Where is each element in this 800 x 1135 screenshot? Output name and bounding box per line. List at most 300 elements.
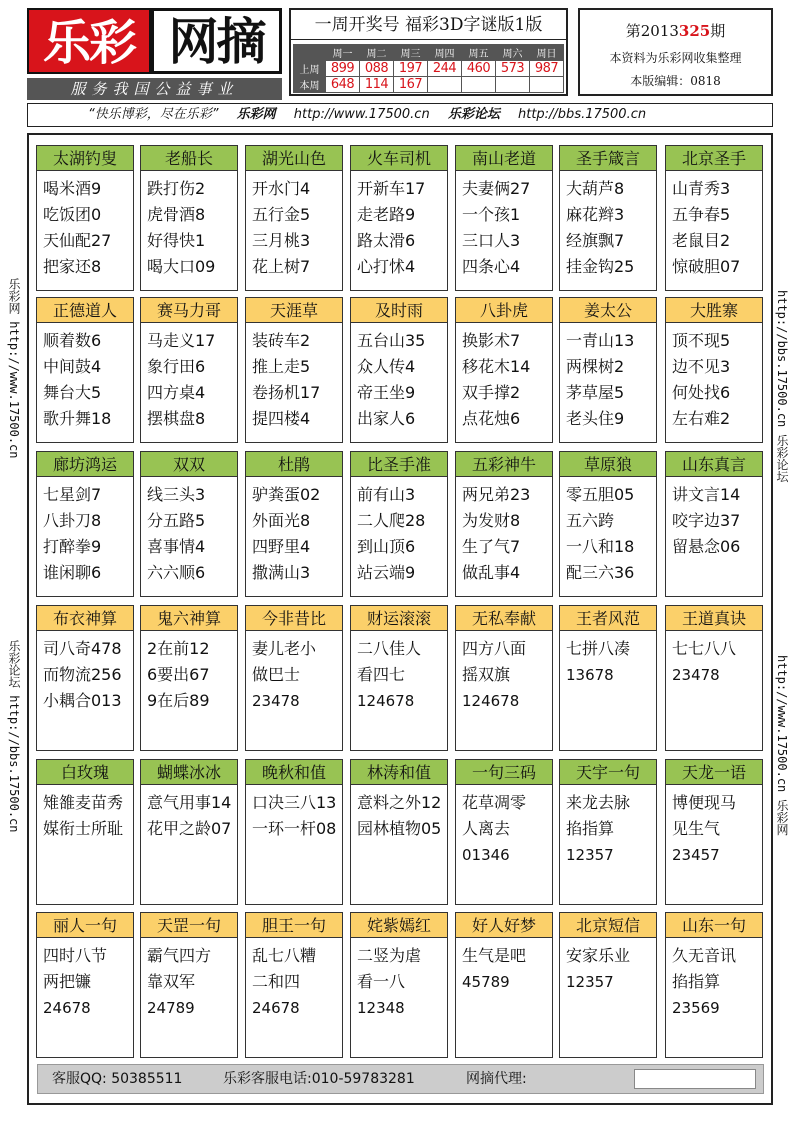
panel-line: 顺着数6 xyxy=(43,331,102,350)
panel-body xyxy=(43,790,131,842)
panel-body xyxy=(672,943,760,1021)
puzzle-panel xyxy=(455,451,553,597)
panel-line: 二八佳人 xyxy=(357,639,422,658)
puzzle-panel xyxy=(455,912,553,1058)
draw-number: 114 xyxy=(360,77,394,93)
panel-line: 23569 xyxy=(672,999,720,1017)
panel-body xyxy=(672,636,760,688)
panel-body xyxy=(357,790,445,842)
panel-title: 财运滚滚 xyxy=(351,606,447,631)
puzzle-panel xyxy=(140,451,238,597)
puzzle-panel xyxy=(245,605,343,751)
panel-title: 白玫瑰 xyxy=(37,760,133,785)
panel-line: 一青山13 xyxy=(566,331,635,350)
panel-title: 蝴蝶冰冰 xyxy=(141,760,237,785)
panel-line: 三月桃3 xyxy=(252,231,311,250)
panel-title: 天涯草 xyxy=(246,298,342,323)
puzzle-panel xyxy=(350,605,448,751)
panel-line: 开新车17 xyxy=(357,179,426,198)
puzzle-panel xyxy=(455,605,553,751)
last-week-label: 上周 xyxy=(294,61,326,77)
panel-line: 口决三八13 xyxy=(252,793,337,812)
panel-body xyxy=(566,943,654,995)
panel-line: 左右难2 xyxy=(672,409,731,428)
panel-body xyxy=(566,328,654,432)
panel-line: 23457 xyxy=(672,846,720,864)
forum-link[interactable]: http://bbs.17500.cn xyxy=(517,107,647,122)
panel-line: 推上走5 xyxy=(252,357,311,376)
draw-number xyxy=(428,77,462,93)
day-header: 周二 xyxy=(360,45,394,61)
panel-line: 站云端9 xyxy=(357,563,416,582)
puzzle-panel xyxy=(245,145,343,291)
panel-body xyxy=(566,176,654,280)
draw-number xyxy=(462,77,496,93)
panel-line: 喜事情4 xyxy=(147,537,206,556)
draw-number: 460 xyxy=(462,61,496,77)
panel-title: 正德道人 xyxy=(37,298,133,323)
panel-line: 中间鼓4 xyxy=(43,357,102,376)
panel-line: 五争春5 xyxy=(672,205,731,224)
panel-title: 赛马力哥 xyxy=(141,298,237,323)
panel-line: 做巴士 xyxy=(252,665,301,684)
puzzle-panel xyxy=(559,759,657,905)
this-week-label: 本周 xyxy=(294,77,326,93)
panel-title: 圣手箴言 xyxy=(560,146,656,171)
panel-line: 经旗飘7 xyxy=(566,231,625,250)
panel-title: 火车司机 xyxy=(351,146,447,171)
panel-line: 人离去 xyxy=(462,819,511,838)
panel-body xyxy=(252,328,340,432)
panel-line: 124678 xyxy=(462,692,520,710)
puzzle-panel xyxy=(140,145,238,291)
panel-line: 换影术7 xyxy=(462,331,521,350)
panel-line: 花草凋零 xyxy=(462,793,527,812)
panel-line: 6要出67 xyxy=(147,665,210,684)
panel-line: 掐指算 xyxy=(672,972,721,991)
puzzle-panel xyxy=(559,605,657,751)
site-label: 乐彩网 xyxy=(236,107,276,122)
panel-line: 花甲之龄07 xyxy=(147,819,232,838)
panel-line: 23478 xyxy=(252,692,300,710)
panel-title: 王道真诀 xyxy=(666,606,762,631)
puzzle-panel xyxy=(36,297,134,443)
panel-title: 杜鹃 xyxy=(246,452,342,477)
puzzle-panel xyxy=(455,297,553,443)
panel-line: 12357 xyxy=(566,973,614,991)
panel-line: 12348 xyxy=(357,999,405,1017)
panel-line: 喝大口09 xyxy=(147,257,216,276)
panel-body xyxy=(147,943,235,1021)
panel-line: 点花烛6 xyxy=(462,409,521,428)
panel-line: 零五胆05 xyxy=(566,485,635,504)
panel-line: 八卦刀8 xyxy=(43,511,102,530)
panel-title: 一句三码 xyxy=(456,760,552,785)
panel-title: 好人好梦 xyxy=(456,913,552,938)
panel-title: 今非昔比 xyxy=(246,606,342,631)
panel-line: 提四楼4 xyxy=(252,409,311,428)
side-text: 乐彩论坛 http://bbs.17500.cn xyxy=(7,640,21,833)
panel-line: 惊破胆07 xyxy=(672,257,741,276)
panel-title: 天宇一句 xyxy=(560,760,656,785)
panel-line: 撒满山3 xyxy=(252,563,311,582)
draw-results-table xyxy=(293,44,564,93)
panel-line: 四野里4 xyxy=(252,537,311,556)
panel-title: 八卦虎 xyxy=(456,298,552,323)
panel-body xyxy=(462,636,550,714)
panel-line: 四时八节 xyxy=(43,946,108,965)
puzzle-panel xyxy=(36,605,134,751)
panel-line: 装砖车2 xyxy=(252,331,311,350)
side-text-left-bottom xyxy=(7,640,27,833)
panel-line: 四方八面 xyxy=(462,639,527,658)
issue-number: 325 xyxy=(678,22,711,40)
puzzle-panel xyxy=(350,912,448,1058)
panel-line: 24789 xyxy=(147,999,195,1017)
panel-line: 45789 xyxy=(462,973,510,991)
panel-body xyxy=(43,943,131,1021)
panel-body xyxy=(566,790,654,868)
puzzle-panel xyxy=(559,297,657,443)
panel-line: 虎骨酒8 xyxy=(147,205,206,224)
panel-line: 边不见3 xyxy=(672,357,731,376)
panel-line: 七拼八凑 xyxy=(566,639,631,658)
panel-body xyxy=(252,943,340,1021)
panel-line: 双手撑2 xyxy=(462,383,521,402)
panel-body xyxy=(147,790,235,842)
puzzle-panel xyxy=(665,605,763,751)
puzzle-panel xyxy=(350,759,448,905)
panel-body xyxy=(462,176,550,280)
panel-line: 四方桌4 xyxy=(147,383,206,402)
panel-line: 乱七八糟 xyxy=(252,946,317,965)
puzzle-panel xyxy=(36,145,134,291)
panel-line: 马走义17 xyxy=(147,331,216,350)
issue-prefix: 第2013 xyxy=(625,22,679,40)
panel-body xyxy=(252,176,340,280)
draw-number: 573 xyxy=(496,61,530,77)
panel-line: 司八奇478 xyxy=(43,639,122,658)
panel-title: 北京短信 xyxy=(560,913,656,938)
puzzle-panel xyxy=(559,451,657,597)
draw-number xyxy=(530,77,564,93)
panel-line: 开水门4 xyxy=(252,179,311,198)
agent-field xyxy=(634,1069,756,1089)
panel-title: 及时雨 xyxy=(351,298,447,323)
panel-title: 胆王一句 xyxy=(246,913,342,938)
panel-line: 山青秀3 xyxy=(672,179,731,198)
logo xyxy=(27,8,282,96)
page-title: 一周开奖号 福彩3D字谜版1版 xyxy=(291,10,566,40)
side-text-right-top xyxy=(775,290,795,483)
source-info: 本资料为乐彩网收集整理 xyxy=(609,51,742,65)
site-link[interactable]: http://www.17500.cn xyxy=(293,107,430,122)
puzzle-panel xyxy=(665,145,763,291)
panel-body xyxy=(147,636,235,714)
panel-line: 124678 xyxy=(357,692,415,710)
panel-line: 夫妻俩27 xyxy=(462,179,531,198)
panel-line: 茅草屋5 xyxy=(566,383,625,402)
puzzle-panel xyxy=(245,912,343,1058)
puzzle-panel xyxy=(36,759,134,905)
panel-line: 分五路5 xyxy=(147,511,206,530)
panel-line: 见生气 xyxy=(672,819,721,838)
panel-title: 草原狼 xyxy=(560,452,656,477)
panel-title: 晚秋和值 xyxy=(246,760,342,785)
panel-line: 看一八 xyxy=(357,972,406,991)
panel-line: 谁闲聊6 xyxy=(43,563,102,582)
panel-line: 妻儿老小 xyxy=(252,639,317,658)
panel-line: 配三六36 xyxy=(566,563,635,582)
panel-line: 顶不现5 xyxy=(672,331,731,350)
puzzle-panel xyxy=(245,759,343,905)
panel-line: 老鼠目2 xyxy=(672,231,731,250)
puzzle-grid xyxy=(27,133,773,1105)
panel-title: 老船长 xyxy=(141,146,237,171)
draw-table-header-row xyxy=(294,45,564,61)
panel-line: 卷扬机17 xyxy=(252,383,321,402)
panel-body xyxy=(566,636,654,688)
panel-line: 走老路9 xyxy=(357,205,416,224)
panel-line: 喝米酒9 xyxy=(43,179,102,198)
panel-title: 廊坊鸿运 xyxy=(37,452,133,477)
puzzle-panel xyxy=(140,912,238,1058)
panel-line: 安家乐业 xyxy=(566,946,631,965)
editor-info: 本版编辑：0818 xyxy=(630,74,721,88)
draw-results-box xyxy=(289,8,568,96)
panel-line: 意气用事14 xyxy=(147,793,232,812)
panel-body xyxy=(43,176,131,280)
panel-title: 五彩神牛 xyxy=(456,452,552,477)
logo-main xyxy=(27,8,282,74)
draw-table-corner xyxy=(294,45,326,61)
panel-body xyxy=(147,328,235,432)
side-text-right-bottom xyxy=(775,655,795,836)
panel-body xyxy=(43,482,131,586)
panel-line: 摇双旗 xyxy=(462,665,511,684)
panel-line: 生气是吧 xyxy=(462,946,527,965)
panel-line: 13678 xyxy=(566,666,614,684)
panel-line: 做乱事4 xyxy=(462,563,521,582)
day-header: 周三 xyxy=(394,45,428,61)
panel-line: 到山顶6 xyxy=(357,537,416,556)
panel-body xyxy=(252,482,340,586)
panel-line: 吃饭团0 xyxy=(43,205,102,224)
logo-subtitle: 服务我国公益事业 xyxy=(27,78,282,100)
panel-line: 留悬念06 xyxy=(672,537,741,556)
panel-body xyxy=(357,943,445,1021)
panel-line: 路太滑6 xyxy=(357,231,416,250)
panel-body xyxy=(252,636,340,714)
panel-body xyxy=(672,790,760,868)
panel-line: 生了气7 xyxy=(462,537,521,556)
panel-title: 王者风范 xyxy=(560,606,656,631)
panel-body xyxy=(672,482,760,560)
day-header: 周日 xyxy=(530,45,564,61)
panel-line: 二竖为虐 xyxy=(357,946,422,965)
panel-line: 三口人3 xyxy=(462,231,521,250)
panel-line: 9在后89 xyxy=(147,691,210,710)
draw-number: 244 xyxy=(428,61,462,77)
panel-line: 线三头3 xyxy=(147,485,206,504)
panel-line: 看四七 xyxy=(357,665,406,684)
draw-number: 167 xyxy=(394,77,428,93)
puzzle-panel xyxy=(350,297,448,443)
panel-line: 2在前12 xyxy=(147,639,210,658)
panel-title: 林涛和值 xyxy=(351,760,447,785)
panel-title: 姹紫嫣红 xyxy=(351,913,447,938)
panel-line: 为发财8 xyxy=(462,511,521,530)
panel-line: 歌升舞18 xyxy=(43,409,112,428)
panel-title: 山东一句 xyxy=(666,913,762,938)
draw-number: 648 xyxy=(326,77,360,93)
panel-line: 舞台大5 xyxy=(43,383,102,402)
issue-box xyxy=(578,8,773,96)
panel-body xyxy=(147,176,235,280)
panel-body xyxy=(252,790,340,842)
logo-text-black: 网摘 xyxy=(151,8,282,74)
panel-line: 一环一杆08 xyxy=(252,819,337,838)
panel-title: 山东真言 xyxy=(666,452,762,477)
panel-line: 跌打伤2 xyxy=(147,179,206,198)
panel-line: 两把镰 xyxy=(43,972,92,991)
panel-line: 一八和18 xyxy=(566,537,635,556)
panel-line: 意料之外12 xyxy=(357,793,442,812)
puzzle-panel xyxy=(665,451,763,597)
panel-line: 四条心4 xyxy=(462,257,521,276)
panel-body xyxy=(462,790,550,868)
panel-title: 天龙一语 xyxy=(666,760,762,785)
panel-line: 博便现马 xyxy=(672,793,737,812)
footer-bar xyxy=(37,1064,764,1094)
panel-body xyxy=(462,482,550,586)
panel-body xyxy=(357,328,445,432)
panel-line: 把家还8 xyxy=(43,257,102,276)
puzzle-panel xyxy=(559,912,657,1058)
panel-body xyxy=(147,482,235,586)
day-header: 周四 xyxy=(428,45,462,61)
puzzle-panel xyxy=(455,759,553,905)
panel-line: 讲文言14 xyxy=(672,485,741,504)
puzzle-panel xyxy=(350,451,448,597)
panel-line: 花上树7 xyxy=(252,257,311,276)
panel-line: 媒衔士所耻 xyxy=(43,819,124,838)
panel-body xyxy=(357,482,445,586)
panel-line: 象行田6 xyxy=(147,357,206,376)
panel-body xyxy=(357,636,445,714)
forum-label: 乐彩论坛 xyxy=(447,107,500,122)
panel-title: 比圣手准 xyxy=(351,452,447,477)
panel-line: 小耦合013 xyxy=(43,691,122,710)
panel-line: 来龙去脉 xyxy=(566,793,631,812)
panel-line: 24678 xyxy=(43,999,91,1017)
last-week-row xyxy=(294,61,564,77)
panel-line: 大葫芦8 xyxy=(566,179,625,198)
panel-title: 姜太公 xyxy=(560,298,656,323)
panel-line: 移花木14 xyxy=(462,357,531,376)
puzzle-panel xyxy=(36,451,134,597)
puzzle-panel xyxy=(665,912,763,1058)
panel-line: 二和四 xyxy=(252,972,301,991)
panel-line: 外面光8 xyxy=(252,511,311,530)
panel-line: 五行金5 xyxy=(252,205,311,224)
panel-line: 久无音讯 xyxy=(672,946,737,965)
panel-line: 摆棋盘8 xyxy=(147,409,206,428)
day-header: 周六 xyxy=(496,45,530,61)
panel-line: 01346 xyxy=(462,846,510,864)
puzzle-panel xyxy=(140,297,238,443)
issue-line xyxy=(580,20,771,41)
draw-number xyxy=(496,77,530,93)
puzzle-panel xyxy=(36,912,134,1058)
puzzle-panel xyxy=(665,759,763,905)
panel-body xyxy=(462,943,550,995)
panel-body xyxy=(672,328,760,432)
puzzle-panel xyxy=(559,145,657,291)
panel-body xyxy=(462,328,550,432)
panel-body xyxy=(672,176,760,280)
draw-number: 088 xyxy=(360,61,394,77)
panel-title: 布衣神算 xyxy=(37,606,133,631)
panel-line: 六六顺6 xyxy=(147,563,206,582)
panel-line: 咬字边37 xyxy=(672,511,741,530)
panel-line: 23478 xyxy=(672,666,720,684)
panel-body xyxy=(43,328,131,432)
panel-title: 湖光山色 xyxy=(246,146,342,171)
panel-line: 五台山35 xyxy=(357,331,426,350)
panel-line: 何处找6 xyxy=(672,383,731,402)
draw-number: 899 xyxy=(326,61,360,77)
draw-number: 987 xyxy=(530,61,564,77)
panel-line: 二人爬28 xyxy=(357,511,426,530)
panel-line: 掐指算 xyxy=(566,819,615,838)
puzzle-panel xyxy=(350,145,448,291)
panel-line: 而物流256 xyxy=(43,665,122,684)
panel-line: 麻花辫3 xyxy=(566,205,625,224)
panel-line: 前有山3 xyxy=(357,485,416,504)
panel-line: 12357 xyxy=(566,846,614,864)
panel-line: 霸气四方 xyxy=(147,946,212,965)
panel-title: 太湖钓叟 xyxy=(37,146,133,171)
panel-title: 南山老道 xyxy=(456,146,552,171)
puzzle-panel xyxy=(455,145,553,291)
panel-line: 好得快1 xyxy=(147,231,206,250)
panel-line: 老头住9 xyxy=(566,409,625,428)
panel-line: 驴粪蛋02 xyxy=(252,485,321,504)
panel-title: 大胜寨 xyxy=(666,298,762,323)
side-text-left-top xyxy=(7,278,27,459)
motto: “快乐博彩，尽在乐彩” xyxy=(88,107,219,122)
panel-title: 鬼六神算 xyxy=(141,606,237,631)
panel-line: 两兄弟23 xyxy=(462,485,531,504)
panel-line: 众人传4 xyxy=(357,357,416,376)
issue-suffix: 期 xyxy=(710,22,726,40)
agent-label: 网摘代理: xyxy=(466,1071,527,1087)
panel-title: 北京圣手 xyxy=(666,146,762,171)
panel-body xyxy=(43,636,131,714)
puzzle-panel xyxy=(140,759,238,905)
draw-number: 197 xyxy=(394,61,428,77)
puzzle-panel xyxy=(245,297,343,443)
slogan-bar xyxy=(27,103,773,127)
panel-line: 园林植物05 xyxy=(357,819,442,838)
panel-title: 无私奉献 xyxy=(456,606,552,631)
side-text: http://www.17500.cn 乐彩网 xyxy=(775,655,789,836)
panel-line: 七七八八 xyxy=(672,639,737,658)
this-week-row xyxy=(294,77,564,93)
side-text: http://bbs.17500.cn 乐彩论坛 xyxy=(775,290,789,483)
panel-line: 出家人6 xyxy=(357,409,416,428)
